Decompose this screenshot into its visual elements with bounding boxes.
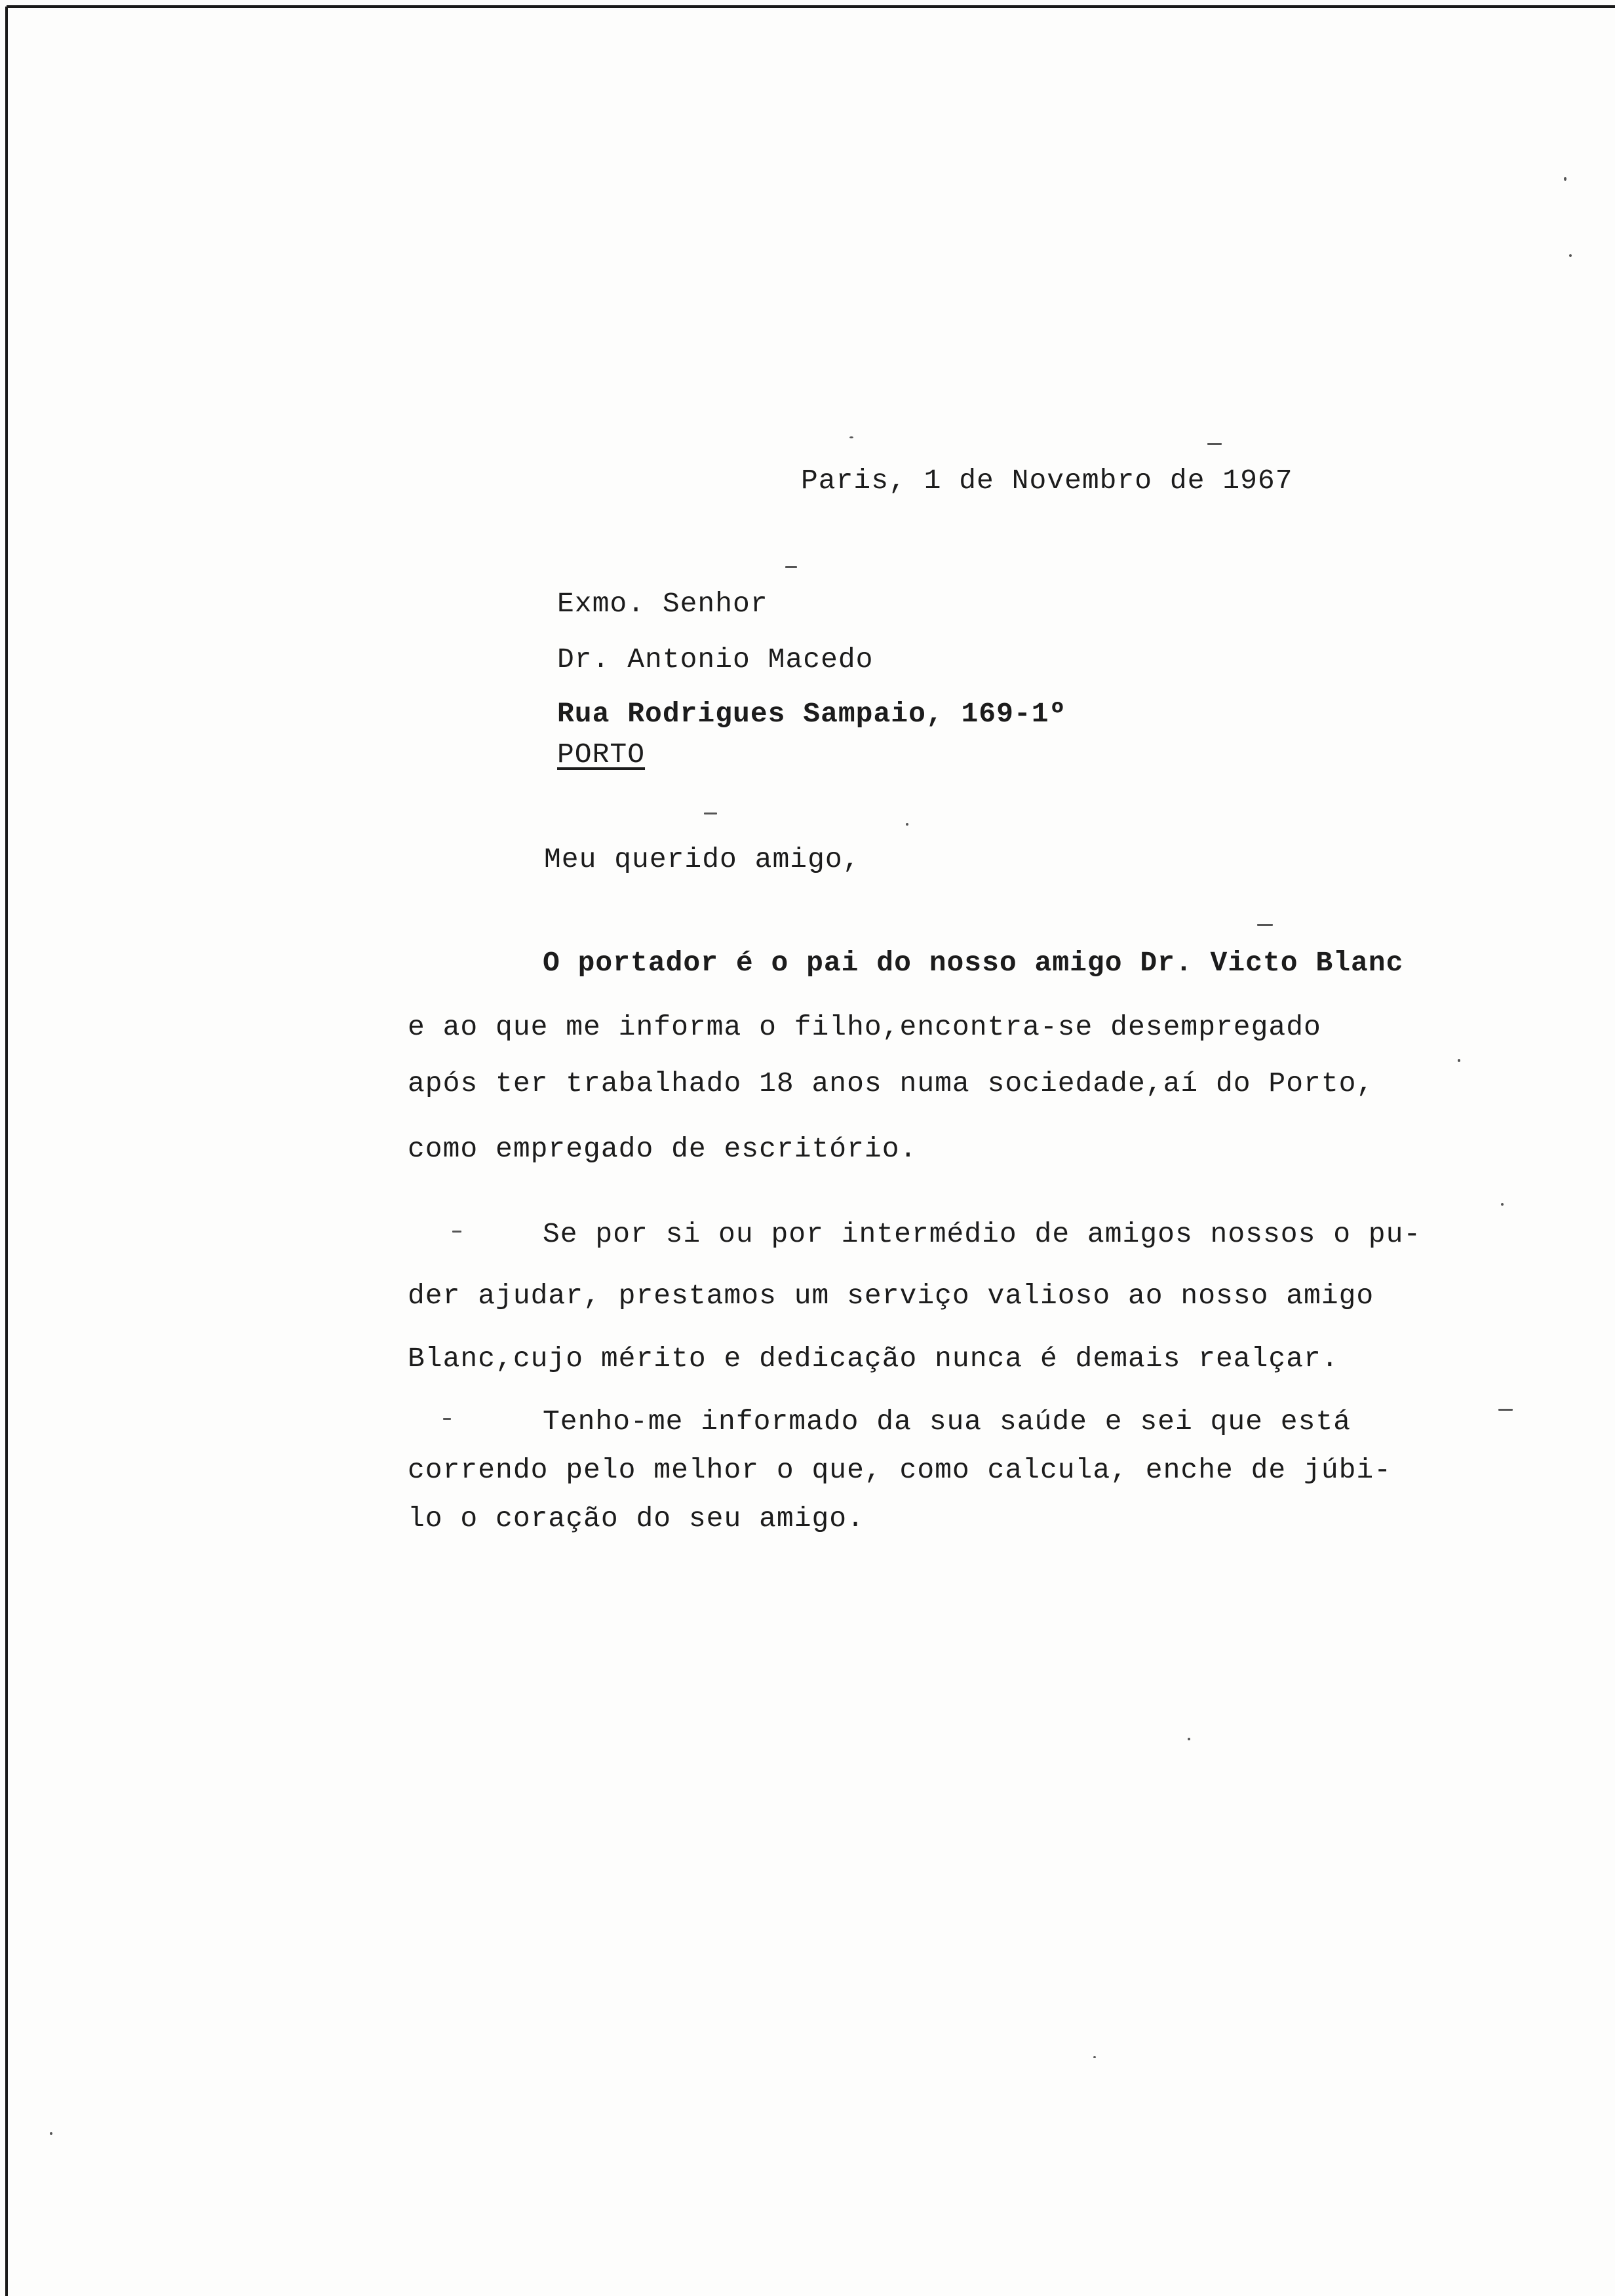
body-line: após ter trabalhado 18 anos numa sociedade,aí do Porto, [408,1067,1374,1100]
scan-speck [443,1418,451,1420]
body-line: correndo pelo melhor o que, como calcula, enche de júbi- [408,1454,1392,1486]
scan-speck [1498,1409,1513,1411]
body-line: Se por si ou por intermédio de amigos nossos o pu- [543,1218,1422,1250]
scan-speck [1501,1203,1504,1206]
recipient-name: Dr. Antonio Macedo [557,643,874,676]
scan-speck [1569,254,1572,257]
body-line: O portador é o pai do nosso amigo Dr. Victo Blanc [543,947,1404,979]
scan-edge-top [7,5,1615,8]
body-line: der ajudar, prestamos um serviço valioso ao nosso amigo [408,1280,1374,1312]
body-line: e ao que me informa o filho,encontra-se desempregado [408,1011,1321,1043]
scan-edge-left [5,7,8,2296]
body-line: Tenho-me informado da sua saúde e sei que está [543,1406,1351,1438]
scan-speck [849,436,853,438]
letter-dateline: Paris, 1 de Novembro de 1967 [801,465,1293,497]
scan-speck [785,566,797,568]
recipient-street: Rua Rodrigues Sampaio, 169-1º [557,698,1067,730]
scan-speck [1257,924,1273,926]
scan-speck [452,1231,461,1233]
scan-speck [1207,443,1222,445]
scan-speck [50,2132,52,2135]
recipient-city: PORTO [557,738,646,771]
body-line: Blanc,cujo mérito e dedicação nunca é demais realçar. [408,1343,1339,1375]
scan-speck [1458,1059,1460,1062]
body-line: lo o coração do seu amigo. [408,1502,865,1535]
body-line: como empregado de escritório. [408,1133,918,1165]
scan-speck [704,813,717,814]
letter-salutation: Meu querido amigo, [544,843,861,875]
recipient-title: Exmo. Senhor [557,588,768,620]
scan-speck [906,823,908,826]
scan-speck [1564,177,1566,181]
scan-speck [1188,1738,1190,1740]
scan-speck [1093,2056,1096,2058]
